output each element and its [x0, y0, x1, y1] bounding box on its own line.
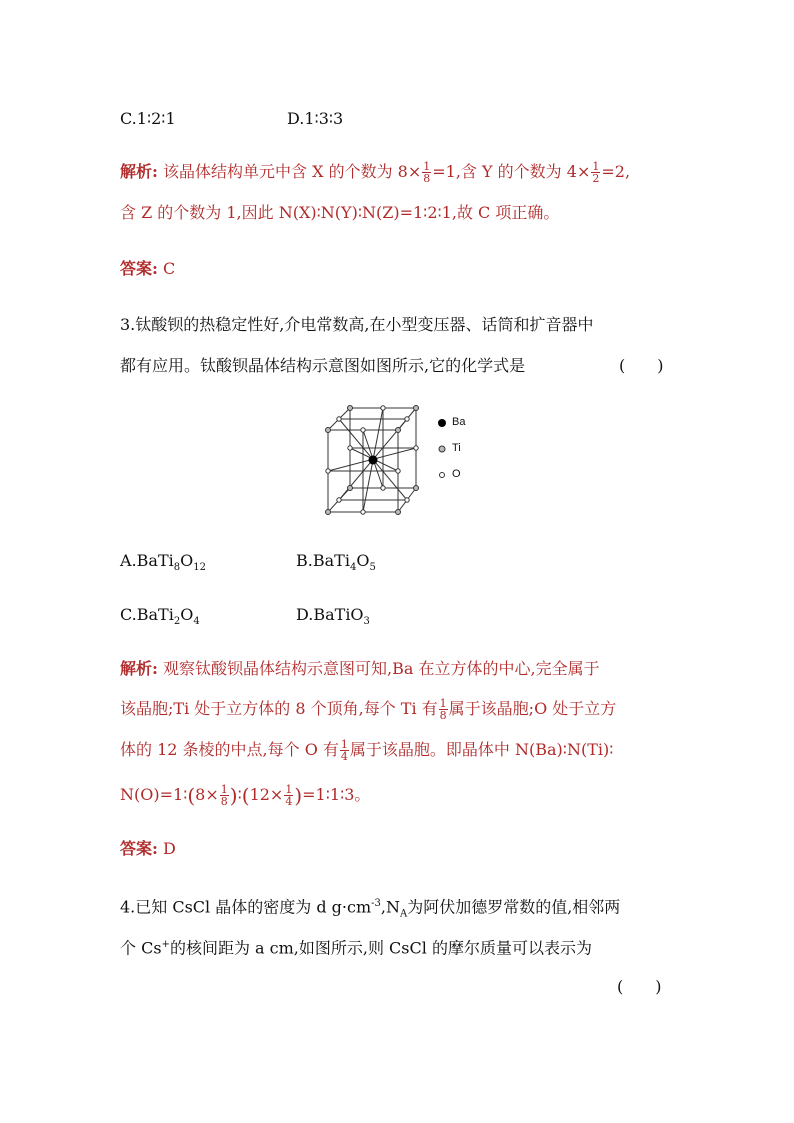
- q3-option-b: $B.BaTi_4O_5$: [296, 551, 376, 574]
- legend-ti-icon: [437, 444, 447, 454]
- fraction: $\frac{1}{8}$: [220, 783, 228, 808]
- q2-explanation-line1: [120, 160, 630, 184]
- q4-answer-blank: ( ): [617, 977, 662, 996]
- q4-stem-line1: 4.已知 CsCl 晶体的密度为 d $g\cdot cm^{-3},N_A$为阿伏加德罗常数的值,相邻两: [120, 897, 621, 920]
- q3-explanation-line1: [120, 657, 600, 681]
- legend-ba-label: Ba: [452, 416, 466, 428]
- fraction: $\frac{1}{8}$: [439, 697, 447, 722]
- batio3-crystal-figure: [318, 400, 498, 525]
- fraction: $\frac{1}{4}$: [340, 738, 348, 763]
- q2-explanation-line2: 含 Z 的个数为 1,因此 N(X)∶N(Y)∶N(Z)=1∶2∶1,故 C 项正确。: [120, 203, 560, 222]
- q2-option-d: D.1∶3∶3: [287, 109, 344, 128]
- q2-answer-value: C: [163, 259, 176, 278]
- q4-stem-line2: 个 Cs+的核间距为 a cm,如图所示,则 CsCl 的摩尔质量可以表示为: [120, 938, 592, 958]
- q3-answer-blank: ( ): [619, 356, 664, 375]
- q2-explanation-text: =2,: [601, 162, 631, 181]
- q3-explanation-line2: 该晶胞;Ti 处于立方体的 8 个顶角,每个 Ti 有 $\frac{1}{8}$ 属于该晶胞;O 处于立方: [120, 697, 617, 722]
- q3-answer: [120, 837, 176, 861]
- legend-ti-label: Ti: [452, 442, 461, 454]
- q3-answer-value: D: [163, 839, 176, 858]
- legend-o-icon: [437, 470, 447, 480]
- q3-option-d: D.BaTiO$_3$: [296, 605, 370, 628]
- legend-o-label: O: [452, 468, 461, 480]
- q3-stem-line2: 都有应用。钛酸钡晶体结构示意图如图所示,它的化学式是: [120, 356, 526, 375]
- q3-stem-line1: 3.钛酸钡的热稳定性好,介电常数高,在小型变压器、话筒和扩音器中: [120, 315, 594, 334]
- q2-answer-label: 答案:: [120, 259, 158, 278]
- q2-explanation-label: 解析:: [120, 162, 158, 181]
- fraction: $\frac{1}{4}$: [285, 783, 293, 808]
- q3-option-c: $C.BaTi_2O_4$: [120, 605, 200, 628]
- q2-explanation-text: 该晶体结构单元中含 X 的个数为 8×: [163, 162, 422, 181]
- q3-option-a: $A.BaTi_8O_{12}$: [120, 551, 206, 574]
- q2-answer: [120, 257, 175, 281]
- q3-answer-label: 答案:: [120, 839, 158, 858]
- legend-ba-icon: [437, 418, 447, 428]
- fraction: $\frac{1}{2}$: [592, 160, 600, 185]
- fraction: $\frac{1}{8}$: [423, 160, 431, 185]
- q3-explanation-line4: N(O)=1∶(8× $\frac{1}{8}$ )∶(12× $\frac{1}{4}$ )=1∶1∶3。: [120, 783, 371, 808]
- q3-explanation-text: 观察钛酸钡晶体结构示意图可知,Ba 在立方体的中心,完全属于: [163, 659, 600, 678]
- q2-option-c: C.1∶2∶1: [120, 109, 176, 128]
- q2-explanation-text: =1,含 Y 的个数为 4×: [432, 162, 591, 181]
- q3-explanation-label: 解析:: [120, 659, 158, 678]
- q3-explanation-line3: 体的 12 条棱的中点,每个 O 有 $\frac{1}{4}$ 属于该晶胞。即晶体中 N(Ba)∶N(Ti)∶: [120, 738, 614, 763]
